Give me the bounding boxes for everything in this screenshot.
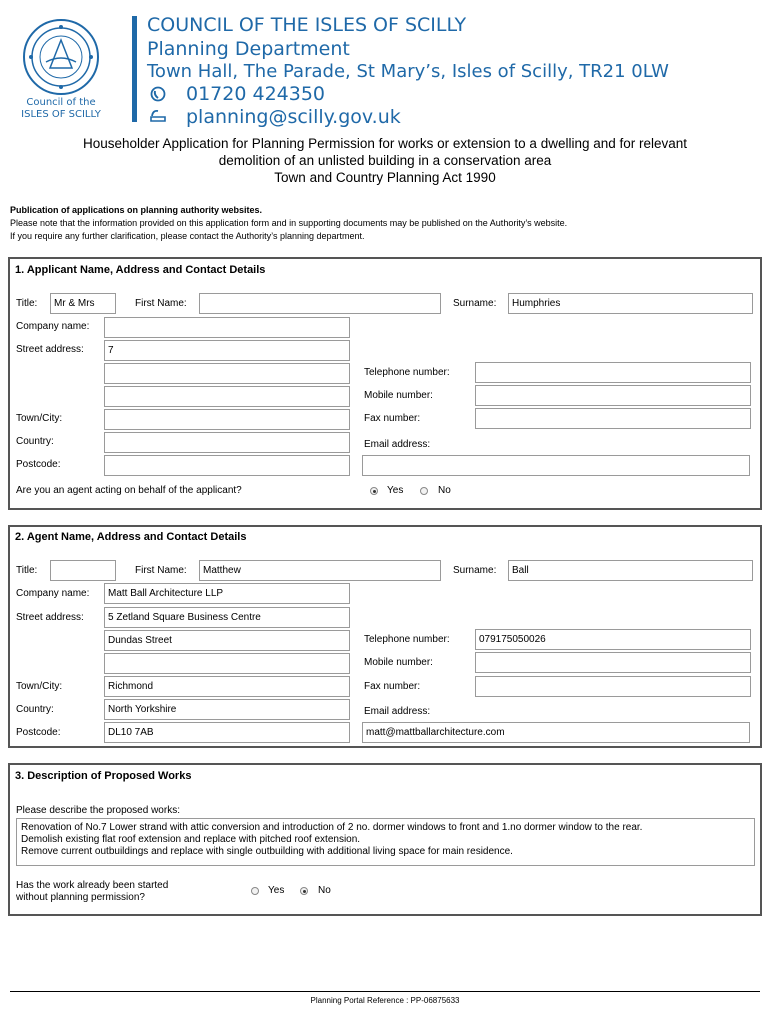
footer-divider bbox=[10, 991, 760, 992]
agent-email-field[interactable]: matt@mattballarchitecture.com bbox=[362, 722, 750, 743]
work-started-question-1: Has the work already been started bbox=[16, 880, 169, 891]
applicant-street-line-2[interactable] bbox=[104, 363, 350, 384]
agent-first-name-label: First Name: bbox=[135, 565, 187, 576]
email-icon bbox=[149, 107, 167, 123]
work-started-yes-label: Yes bbox=[268, 885, 285, 896]
agent-no-label: No bbox=[438, 485, 451, 496]
council-crest-logo bbox=[22, 18, 100, 96]
work-started-no-radio[interactable] bbox=[300, 887, 308, 895]
applicant-company-field[interactable] bbox=[104, 317, 350, 338]
applicant-email-field[interactable] bbox=[362, 455, 750, 476]
agent-first-name-field[interactable]: Matthew bbox=[199, 560, 441, 581]
agent-postcode-label: Postcode: bbox=[16, 727, 61, 738]
works-description-line-2: Demolish existing flat roof extension and replace with pitched roof extension. bbox=[21, 834, 361, 845]
applicant-country-field[interactable] bbox=[104, 432, 350, 453]
agent-yes-radio[interactable] bbox=[370, 487, 378, 495]
agent-postcode-field[interactable]: DL10 7AB bbox=[104, 722, 350, 743]
applicant-mobile-label: Mobile number: bbox=[364, 390, 433, 401]
agent-town-field[interactable]: Richmond bbox=[104, 676, 350, 697]
agent-country-field[interactable]: North Yorkshire bbox=[104, 699, 350, 720]
applicant-surname-field[interactable]: Humphries bbox=[508, 293, 753, 314]
council-name: COUNCIL OF THE ISLES OF SCILLY bbox=[147, 14, 467, 36]
work-started-question-2: without planning permission? bbox=[16, 892, 145, 903]
works-description-field[interactable] bbox=[16, 818, 755, 866]
applicant-street-line-1[interactable]: 7 bbox=[104, 340, 350, 361]
section-applicant-heading: 1. Applicant Name, Address and Contact Details bbox=[15, 264, 266, 276]
works-description-line-1: Renovation of No.7 Lower strand with attic conversion and introduction of 2 no. dormer windows to front and 1.no dormer window to the rear. bbox=[21, 822, 643, 833]
agent-country-label: Country: bbox=[16, 704, 54, 715]
applicant-first-name-field[interactable] bbox=[199, 293, 441, 314]
agent-street-line-3[interactable] bbox=[104, 653, 350, 674]
applicant-town-label: Town/City: bbox=[16, 413, 63, 424]
applicant-country-label: Country: bbox=[16, 436, 54, 447]
header-divider-bar bbox=[132, 16, 137, 122]
applicant-telephone-label: Telephone number: bbox=[364, 367, 450, 378]
publication-note-2: If you require any further clarification, please contact the Authority’s planning department. bbox=[10, 231, 365, 241]
form-title-line-2: demolition of an unlisted building in a conservation area bbox=[218, 153, 552, 168]
agent-telephone-field[interactable]: 079175050026 bbox=[475, 629, 751, 650]
phone-icon bbox=[150, 86, 166, 102]
agent-surname-field[interactable]: Ball bbox=[508, 560, 753, 581]
applicant-mobile-field[interactable] bbox=[475, 385, 751, 406]
applicant-surname-label: Surname: bbox=[453, 298, 497, 309]
applicant-company-label: Company name: bbox=[16, 321, 90, 332]
agent-title-label: Title: bbox=[16, 565, 38, 576]
agent-town-label: Town/City: bbox=[16, 681, 63, 692]
agent-street-line-1[interactable]: 5 Zetland Square Business Centre bbox=[104, 607, 350, 628]
agent-email-label: Email address: bbox=[364, 706, 431, 717]
agent-question: Are you an agent acting on behalf of the applicant? bbox=[16, 485, 242, 496]
section-proposed-works-heading: 3. Description of Proposed Works bbox=[15, 770, 192, 782]
applicant-postcode-field[interactable] bbox=[104, 455, 350, 476]
agent-company-field[interactable]: Matt Ball Architecture LLP bbox=[104, 583, 350, 604]
agent-company-label: Company name: bbox=[16, 588, 90, 599]
agent-no-radio[interactable] bbox=[420, 487, 428, 495]
agent-street-label: Street address: bbox=[16, 612, 84, 623]
agent-yes-label: Yes bbox=[387, 485, 404, 496]
work-started-yes-radio[interactable] bbox=[251, 887, 259, 895]
applicant-fax-field[interactable] bbox=[475, 408, 751, 429]
department-name: Planning Department bbox=[147, 38, 350, 60]
council-address: Town Hall, The Parade, St Mary’s, Isles of Scilly, TR21 0LW bbox=[147, 61, 669, 82]
agent-mobile-field[interactable] bbox=[475, 652, 751, 673]
applicant-email-label: Email address: bbox=[364, 439, 431, 450]
agent-fax-field[interactable] bbox=[475, 676, 751, 697]
applicant-street-label: Street address: bbox=[16, 344, 84, 355]
agent-surname-label: Surname: bbox=[453, 565, 497, 576]
agent-telephone-label: Telephone number: bbox=[364, 634, 450, 645]
council-phone: 01720 424350 bbox=[186, 83, 326, 105]
agent-title-field[interactable] bbox=[50, 560, 116, 581]
applicant-first-name-label: First Name: bbox=[135, 298, 187, 309]
describe-works-label: Please describe the proposed works: bbox=[16, 805, 180, 816]
council-email[interactable]: planning@scilly.gov.uk bbox=[186, 106, 401, 128]
applicant-telephone-field[interactable] bbox=[475, 362, 751, 383]
agent-fax-label: Fax number: bbox=[364, 681, 421, 692]
logo-caption-1: Council of the bbox=[26, 97, 96, 108]
applicant-postcode-label: Postcode: bbox=[16, 459, 61, 470]
agent-street-line-2[interactable]: Dundas Street bbox=[104, 630, 350, 651]
logo-caption-2: ISLES OF SCILLY bbox=[21, 109, 101, 120]
applicant-street-line-3[interactable] bbox=[104, 386, 350, 407]
publication-note-1: Please note that the information provided on this application form and in supporting documents may be published on the Authority’s website. bbox=[10, 218, 568, 228]
agent-mobile-label: Mobile number: bbox=[364, 657, 433, 668]
works-description-line-3: Remove current outbuildings and replace with single outbuilding with additional living space for main residence. bbox=[21, 846, 513, 857]
applicant-title-field[interactable]: Mr & Mrs bbox=[50, 293, 116, 314]
planning-portal-reference: Planning Portal Reference : PP-06875633 bbox=[310, 996, 460, 1005]
applicant-fax-label: Fax number: bbox=[364, 413, 421, 424]
section-agent-heading: 2. Agent Name, Address and Contact Details bbox=[15, 531, 247, 543]
applicant-title-label: Title: bbox=[16, 298, 38, 309]
form-title-line-1: Householder Application for Planning Permission for works or extension to a dwelling and for relevant bbox=[82, 136, 688, 151]
applicant-town-field[interactable] bbox=[104, 409, 350, 430]
work-started-no-label: No bbox=[318, 885, 331, 896]
publication-heading: Publication of applications on planning authority websites. bbox=[10, 205, 263, 215]
form-title-line-3: Town and Country Planning Act 1990 bbox=[274, 170, 496, 185]
